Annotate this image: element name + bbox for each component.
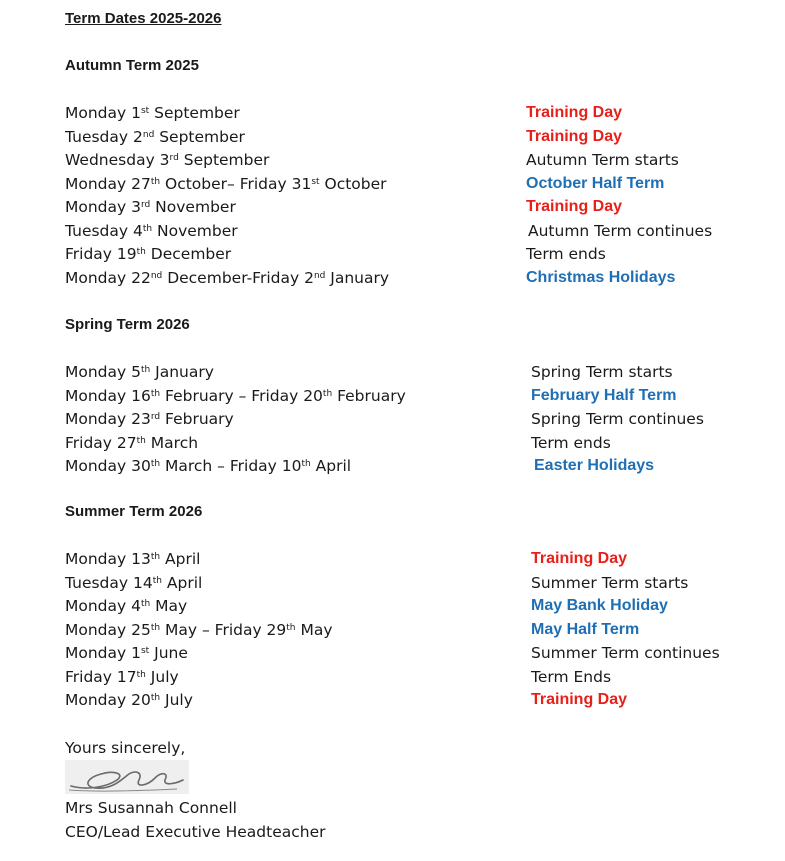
term-date-row	[65, 668, 765, 690]
term-date-row	[65, 175, 765, 197]
document-title: Term Dates 2025-2026	[65, 10, 222, 27]
training-day-label: Training Day	[526, 104, 623, 121]
term-date-row	[65, 597, 765, 619]
term-date-row	[65, 410, 765, 432]
term-date-row	[65, 387, 765, 409]
event-label: Term Ends	[531, 667, 612, 686]
holiday-label: May Bank Holiday	[531, 597, 668, 614]
date-range: Monday 13th April	[65, 550, 201, 568]
date-range: Monday 3rd November	[65, 198, 236, 216]
term-date-row	[65, 128, 765, 150]
date-range: Tuesday 14th April	[65, 573, 203, 592]
date-range: Monday 4th May	[65, 597, 188, 615]
term-date-row	[65, 691, 765, 713]
holiday-label: October Half Term	[526, 174, 665, 192]
closing-salutation: Yours sincerely,	[65, 739, 186, 757]
term-date-row	[65, 550, 765, 572]
term-date-row	[65, 269, 765, 291]
date-range: Monday 30th March – Friday 10th April	[65, 457, 352, 475]
event-label: Spring Term starts	[531, 363, 673, 381]
signatory-role: CEO/Lead Executive Headteacher	[65, 823, 326, 841]
training-day-label: Training Day	[526, 127, 623, 145]
event-label: Term ends	[531, 433, 611, 452]
term-date-row	[65, 222, 765, 244]
autumn-term-heading: Autumn Term 2025	[65, 57, 199, 74]
date-range: Friday 19th December	[65, 245, 232, 263]
date-range: Tuesday 2nd September	[65, 127, 245, 146]
term-date-row	[65, 434, 765, 456]
signature-image	[65, 760, 189, 794]
date-range: Monday 27th October– Friday 31st October	[65, 174, 387, 193]
spring-term-heading: Spring Term 2026	[65, 316, 190, 333]
term-date-row	[65, 574, 765, 596]
date-range: Friday 17th July	[65, 667, 179, 686]
holiday-label: May Half Term	[531, 620, 640, 638]
holiday-label: Christmas Holidays	[526, 268, 676, 286]
signatory-name: Mrs Susannah Connell	[65, 799, 237, 817]
holiday-label: February Half Term	[531, 386, 677, 404]
term-date-row	[65, 457, 765, 479]
event-label: Term ends	[526, 245, 606, 263]
date-range: Monday 1st September	[65, 104, 240, 122]
term-date-row	[65, 151, 765, 173]
term-date-row	[65, 621, 765, 643]
event-label: Spring Term continues	[531, 410, 704, 428]
term-date-row	[65, 104, 765, 126]
term-date-row	[65, 644, 765, 666]
date-range: Monday 1st June	[65, 644, 188, 662]
training-day-label: Training Day	[531, 691, 628, 708]
event-label: Autumn Term continues	[528, 221, 713, 240]
date-range: Monday 16th February – Friday 20th February	[65, 386, 406, 405]
event-label: Summer Term starts	[531, 573, 689, 592]
holiday-label: Easter Holidays	[534, 457, 655, 474]
date-range: Monday 20th July	[65, 691, 193, 709]
date-range: Monday 25th May – Friday 29th May	[65, 620, 333, 639]
date-range: Friday 27th March	[65, 433, 199, 452]
event-label: Autumn Term starts	[526, 151, 679, 169]
date-range: Tuesday 4th November	[65, 221, 238, 240]
training-day-label: Training Day	[531, 550, 628, 567]
date-range: Wednesday 3rd September	[65, 151, 270, 169]
summer-term-heading: Summer Term 2026	[65, 503, 203, 520]
date-range: Monday 5th January	[65, 363, 214, 381]
term-date-row	[65, 245, 765, 267]
term-date-row	[65, 363, 765, 385]
event-label: Summer Term continues	[531, 644, 720, 662]
date-range: Monday 23rd February	[65, 410, 234, 428]
training-day-label: Training Day	[526, 198, 623, 215]
date-range: Monday 22nd December-Friday 2nd January	[65, 268, 390, 287]
term-date-row	[65, 198, 765, 220]
